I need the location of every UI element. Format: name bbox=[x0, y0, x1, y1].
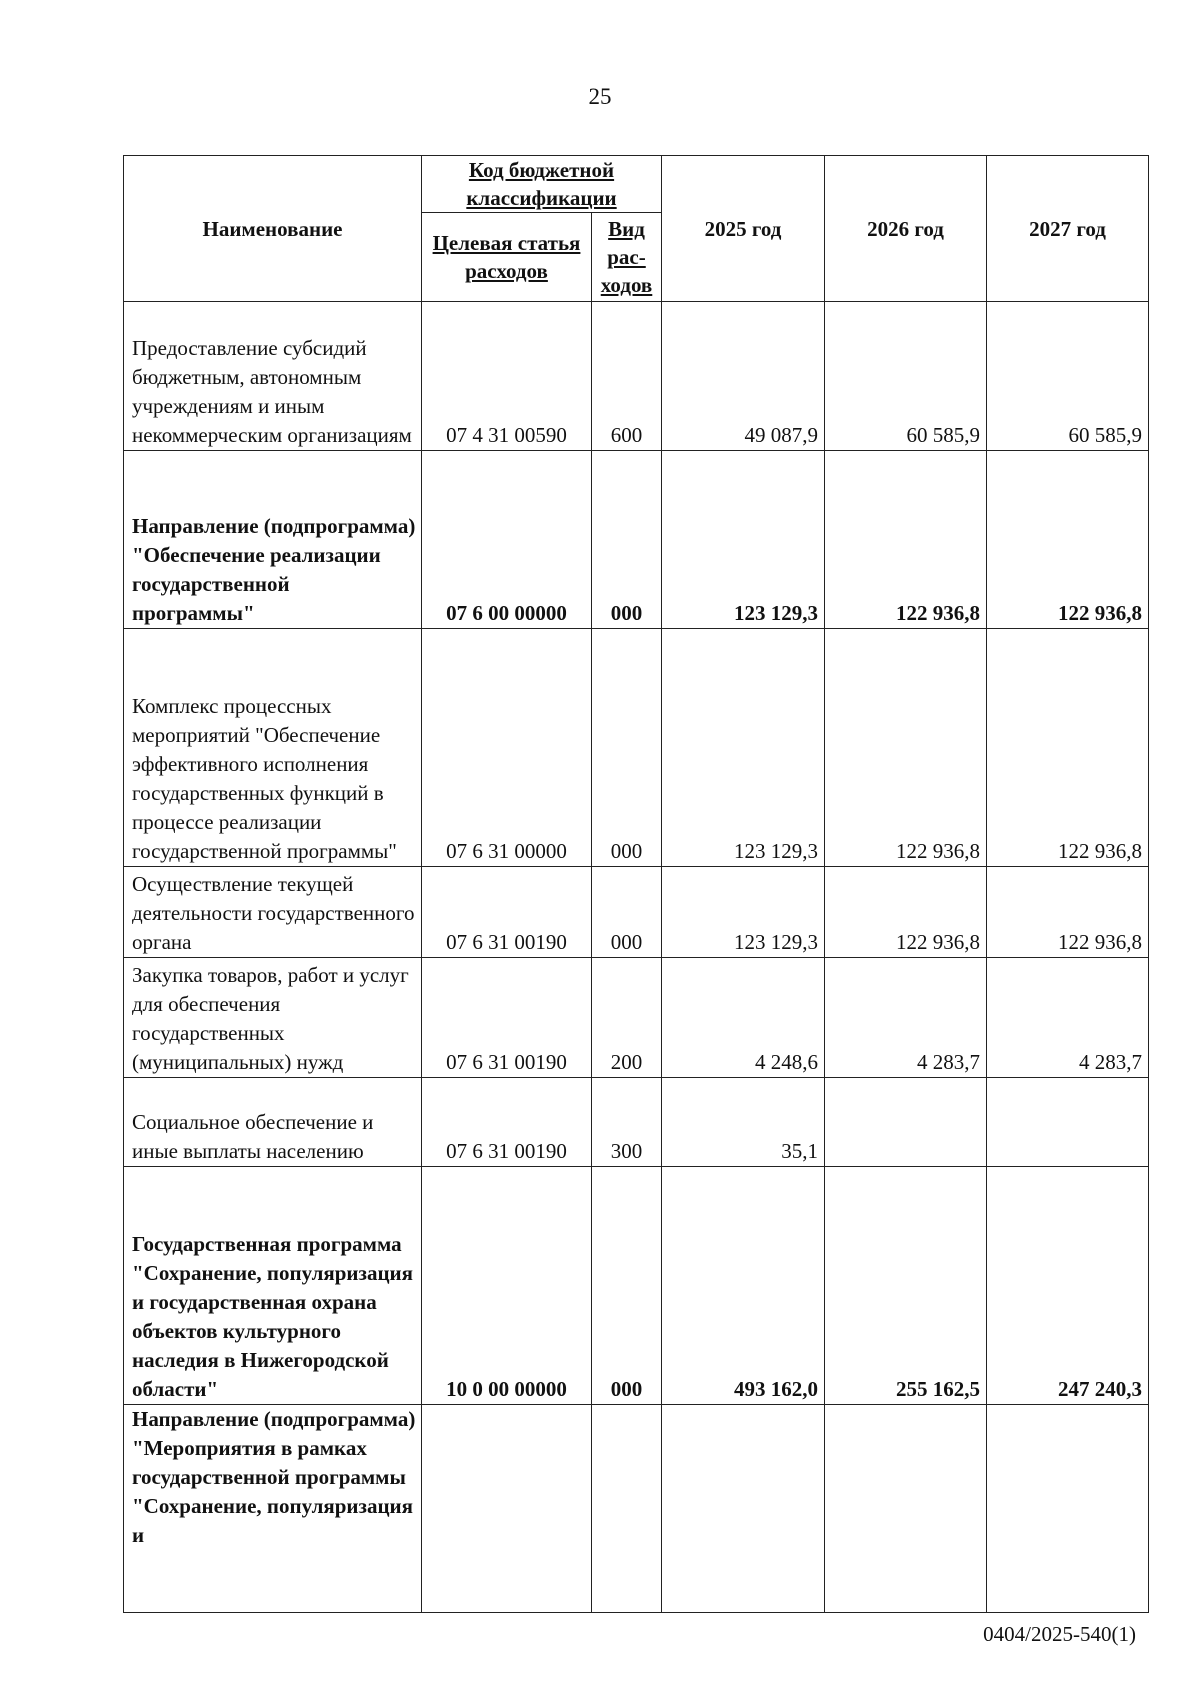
row-kind bbox=[592, 1405, 662, 1613]
row-2026: 122 936,8 bbox=[825, 629, 987, 867]
table-row bbox=[124, 958, 1149, 1078]
row-name: Закупка товаров, работ и услуг для обеспечения государственных (муниципальных) нужд bbox=[124, 958, 422, 1078]
table-row bbox=[124, 1078, 1149, 1167]
row-2027: 122 936,8 bbox=[987, 867, 1149, 958]
row-2025 bbox=[662, 1405, 825, 1613]
row-code: 07 6 31 00190 bbox=[422, 867, 592, 958]
row-kind: 000 bbox=[592, 451, 662, 629]
row-2025: 123 129,3 bbox=[662, 451, 825, 629]
header-expense-kind: Вид рас-ходов bbox=[592, 213, 662, 302]
row-name: Государственная программа "Сохранение, популяризация и государственная охрана объектов культурного наследия в Нижегородской области" bbox=[124, 1167, 422, 1405]
table-row bbox=[124, 451, 1149, 629]
row-name: Осуществление текущей деятельности государственного органа bbox=[124, 867, 422, 958]
row-2026: 60 585,9 bbox=[825, 302, 987, 451]
row-kind: 000 bbox=[592, 1167, 662, 1405]
row-kind: 000 bbox=[592, 867, 662, 958]
page-number: 25 bbox=[588, 84, 612, 109]
header-year-2025: 2025 год bbox=[662, 156, 825, 302]
row-2026: 4 283,7 bbox=[825, 958, 987, 1078]
row-name: Направление (подпрограмма) "Обеспечение реализации государственной программы" bbox=[124, 451, 422, 629]
row-kind: 000 bbox=[592, 629, 662, 867]
row-kind: 600 bbox=[592, 302, 662, 451]
row-2026 bbox=[825, 1078, 987, 1167]
table-row bbox=[124, 302, 1149, 451]
row-name: Социальное обеспечение и иные выплаты населению bbox=[124, 1078, 422, 1167]
table-row bbox=[124, 1405, 1149, 1613]
header-budget-code: Код бюджетной классификации bbox=[422, 156, 662, 213]
row-code: 07 6 31 00000 bbox=[422, 629, 592, 867]
row-2025: 493 162,0 bbox=[662, 1167, 825, 1405]
row-2027 bbox=[987, 1405, 1149, 1613]
row-2025: 123 129,3 bbox=[662, 867, 825, 958]
row-name: Комплекс процессных мероприятий "Обеспечение эффективного исполнения государственных функций в процессе реализации государственной программы" bbox=[124, 629, 422, 867]
header-row-1 bbox=[124, 156, 1149, 213]
row-2025: 123 129,3 bbox=[662, 629, 825, 867]
header-target-article: Целевая статья расходов bbox=[422, 213, 592, 302]
row-2027: 60 585,9 bbox=[987, 302, 1149, 451]
row-kind: 200 bbox=[592, 958, 662, 1078]
budget-table bbox=[123, 155, 1149, 1613]
row-code bbox=[422, 1405, 592, 1613]
row-2025: 49 087,9 bbox=[662, 302, 825, 451]
row-2025: 4 248,6 bbox=[662, 958, 825, 1078]
row-2025: 35,1 bbox=[662, 1078, 825, 1167]
row-code: 07 6 00 00000 bbox=[422, 451, 592, 629]
header-year-2027: 2027 год bbox=[987, 156, 1149, 302]
row-code: 07 6 31 00190 bbox=[422, 1078, 592, 1167]
row-name: Предоставление субсидий бюджетным, автономным учреждениям и иным некоммерческим организациям bbox=[124, 302, 422, 451]
document-id: 0404/2025-540(1) bbox=[983, 1622, 1136, 1646]
row-2027: 4 283,7 bbox=[987, 958, 1149, 1078]
row-2027: 122 936,8 bbox=[987, 629, 1149, 867]
table-row bbox=[124, 629, 1149, 867]
row-2026: 255 162,5 bbox=[825, 1167, 987, 1405]
row-2026: 122 936,8 bbox=[825, 867, 987, 958]
row-code: 07 4 31 00590 bbox=[422, 302, 592, 451]
table-row bbox=[124, 1167, 1149, 1405]
header-year-2026: 2026 год bbox=[825, 156, 987, 302]
row-2027: 122 936,8 bbox=[987, 451, 1149, 629]
table-row bbox=[124, 867, 1149, 958]
row-2027: 247 240,3 bbox=[987, 1167, 1149, 1405]
row-2026: 122 936,8 bbox=[825, 451, 987, 629]
row-code: 10 0 00 00000 bbox=[422, 1167, 592, 1405]
row-kind: 300 bbox=[592, 1078, 662, 1167]
row-name: Направление (подпрограмма) "Мероприятия в рамках государственной программы "Сохранение, популяризация и bbox=[124, 1405, 422, 1613]
row-2026 bbox=[825, 1405, 987, 1613]
row-code: 07 6 31 00190 bbox=[422, 958, 592, 1078]
row-2027 bbox=[987, 1078, 1149, 1167]
header-name: Наименование bbox=[124, 156, 422, 302]
